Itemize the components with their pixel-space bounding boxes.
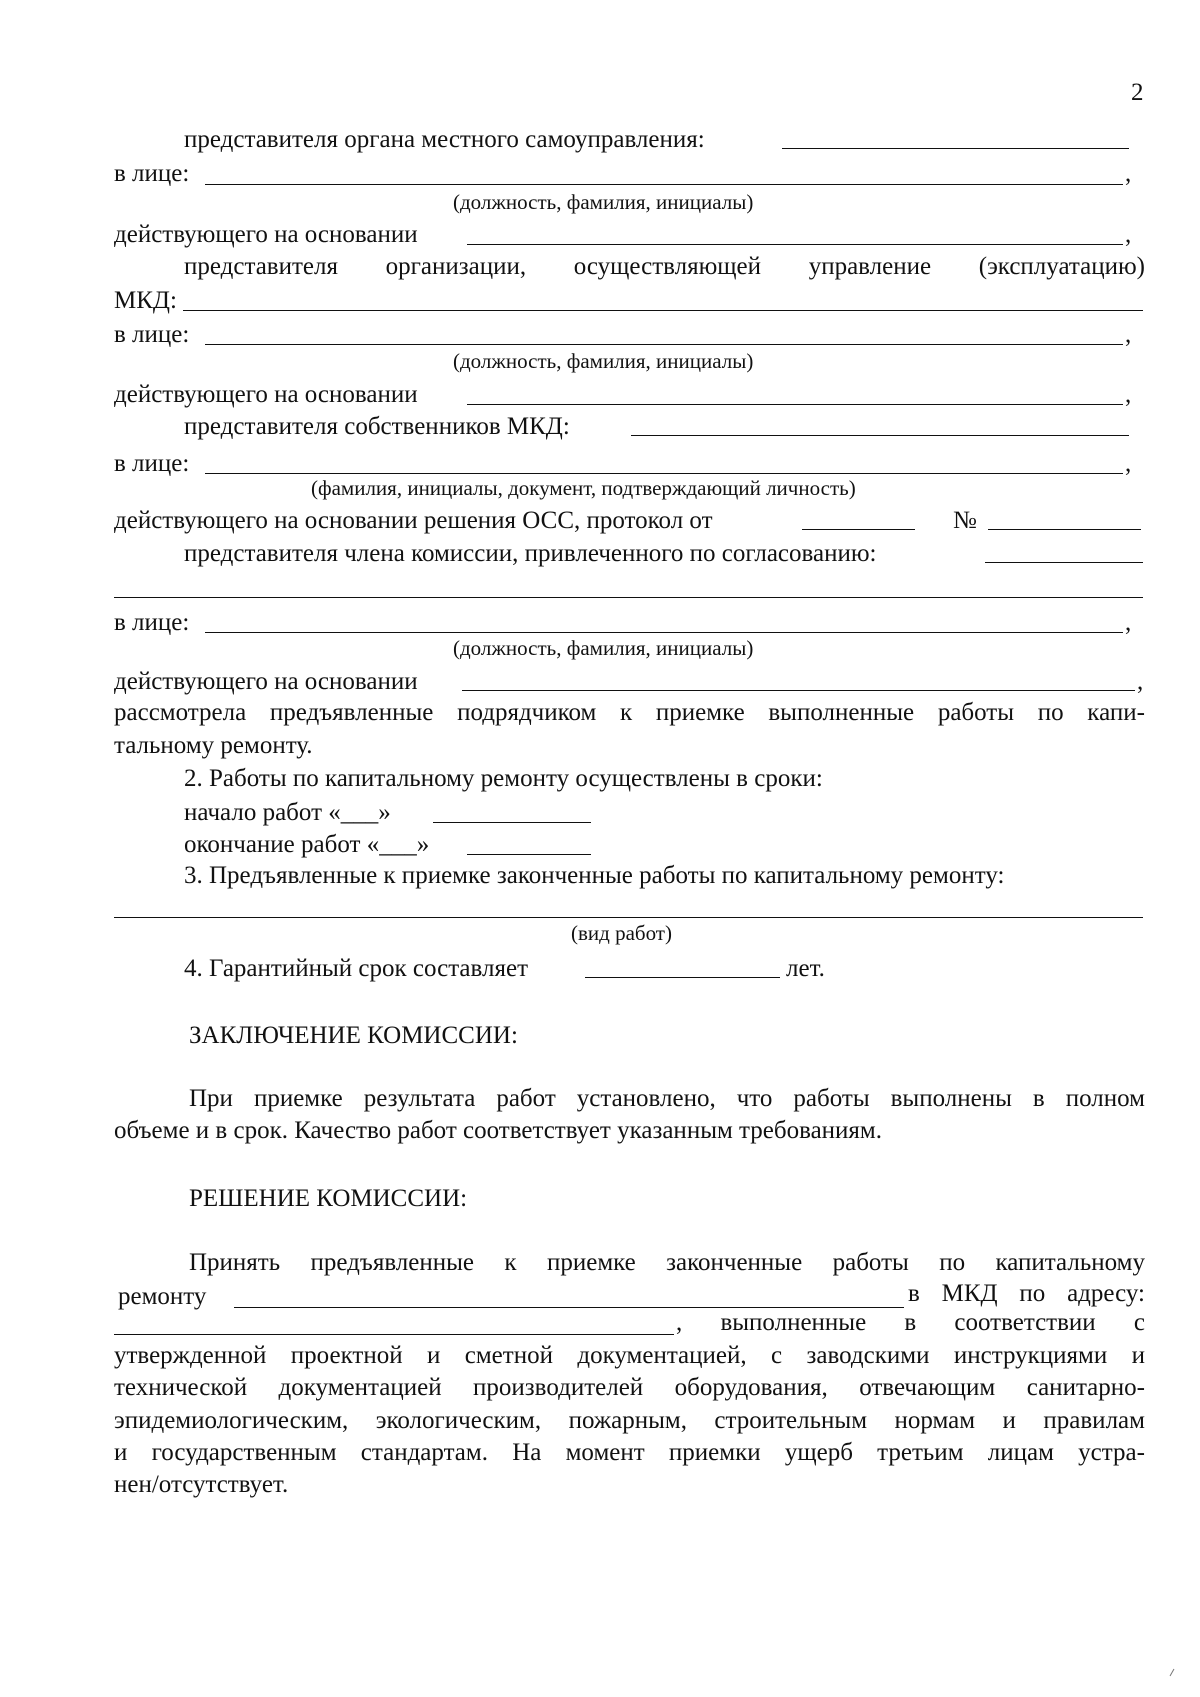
word: приемки (668, 1439, 761, 1466)
word: документацией, (577, 1342, 747, 1369)
line-local-government: представителя органа местного самоуправления: (184, 126, 705, 153)
word: МКД (941, 1280, 998, 1307)
conclusion-line-1 (189, 1086, 1145, 1111)
word: в (908, 1280, 920, 1307)
word: к (504, 1249, 517, 1276)
word: строительным (714, 1407, 868, 1434)
word: в (904, 1309, 917, 1336)
label-repair: ремонту (118, 1283, 207, 1310)
line-commission-member: представителя члена комиссии, привлеченного по согласованию: (184, 540, 877, 567)
label-number-sign: № (953, 507, 977, 534)
label-acting-basis-1: действующего на основании (114, 221, 418, 248)
word: заводскими (806, 1342, 930, 1369)
caption-name-document: (фамилия, инициалы, документ, подтверждающий личность) (311, 476, 856, 500)
word: На (512, 1439, 542, 1466)
word: приемке (253, 1085, 343, 1112)
caption-works-type: (вид работ) (571, 921, 672, 945)
conclusion-line-2: объеме и в срок. Качество работ соответствует указанным требованиям. (114, 1117, 883, 1144)
word: устра- (1078, 1439, 1145, 1466)
word: предъявленные (269, 699, 434, 726)
word: работы (937, 699, 1015, 726)
word: отвечающим (859, 1374, 996, 1401)
label-end-date: окончание работ «___» (184, 831, 430, 858)
word: Принять (189, 1249, 281, 1276)
label-in-person-3: в лице: (114, 450, 190, 477)
word: санитарно- (1026, 1374, 1145, 1401)
item-2-dates: 2. Работы по капитальному ремонту осуществлены в сроки: (184, 765, 823, 792)
comma: , (1125, 321, 1132, 348)
page-number: 2 (1131, 79, 1144, 106)
blank-in-person-1 (205, 184, 1123, 185)
word: представителя (184, 253, 338, 280)
word: адресу: (1067, 1280, 1145, 1307)
word: результата (363, 1085, 476, 1112)
word: документацией (278, 1374, 442, 1401)
word: экологическим, (375, 1407, 542, 1434)
word: выполнены (890, 1085, 1012, 1112)
word: выполненные (768, 699, 915, 726)
blank-commission-member (985, 562, 1143, 563)
word: производителей (473, 1374, 644, 1401)
word: При (189, 1085, 233, 1112)
word: эпидемиологическим, (114, 1407, 349, 1434)
word: сметной (464, 1342, 553, 1369)
blank-acting-basis-1 (467, 244, 1123, 245)
label-oss-protocol: действующего на основании решения ОСС, протокол от (114, 507, 713, 534)
word: момент (565, 1439, 645, 1466)
blank-in-person-3 (205, 473, 1123, 474)
word: соответствии (954, 1309, 1096, 1336)
blank-in-person-4 (205, 632, 1123, 633)
caption-position-name-3: (должность, фамилия, инициалы) (453, 636, 754, 660)
blank-works-type (114, 917, 1143, 918)
word: полном (1065, 1085, 1145, 1112)
comma: , (1125, 450, 1132, 477)
comma: , (1137, 668, 1144, 695)
decision-line-6 (114, 1408, 1145, 1433)
label-start-date: начало работ «___» (184, 799, 391, 826)
caption-position-name-2: (должность, фамилия, инициалы) (453, 349, 754, 373)
word: по (939, 1249, 966, 1276)
label-years: лет. (786, 955, 825, 982)
caption-position-name-1: (должность, фамилия, инициалы) (453, 190, 754, 214)
word: в (1032, 1085, 1045, 1112)
scan-mark (1170, 1669, 1175, 1676)
line-reviewed-end: тальному ремонту. (114, 732, 313, 759)
blank-end-date (467, 854, 591, 855)
word: работы (793, 1085, 870, 1112)
blank-owners (631, 435, 1129, 436)
word: утвержденной (114, 1342, 267, 1369)
blank-in-person-2 (205, 344, 1123, 345)
blank-acting-basis-3 (462, 690, 1135, 691)
word: рассмотрела (114, 699, 247, 726)
word: (эксплуатацию) (978, 253, 1145, 280)
label-in-person-4: в лице: (114, 609, 190, 636)
word: государственным (151, 1439, 337, 1466)
blank-repair-type (234, 1307, 904, 1308)
word: и (114, 1439, 128, 1466)
comma: , (1125, 221, 1132, 248)
line-management-org (184, 254, 1145, 279)
comma: , (1125, 160, 1132, 187)
label-in-person-2: в лице: (114, 321, 190, 348)
word: и (1002, 1407, 1016, 1434)
comma: , (1125, 609, 1132, 636)
word: приемке (546, 1249, 636, 1276)
line-reviewed (114, 700, 1145, 725)
word: нормам (894, 1407, 976, 1434)
word: капитальному (995, 1249, 1145, 1276)
word: пожарным, (568, 1407, 687, 1434)
blank-protocol-date (802, 529, 915, 530)
word: с (771, 1342, 783, 1369)
word: и (426, 1342, 441, 1369)
word: приемке (655, 699, 745, 726)
word: управление (808, 253, 932, 280)
word: организации, (385, 253, 527, 280)
word: стандартам. (360, 1439, 488, 1466)
word: , (676, 1309, 683, 1336)
word: законченные (666, 1249, 803, 1276)
word: предъявленные (310, 1249, 475, 1276)
word: и (1131, 1342, 1145, 1369)
decision-line-5 (114, 1375, 1145, 1400)
heading-conclusion: ЗАКЛЮЧЕНИЕ КОМИССИИ: (189, 1022, 518, 1049)
item-4-warranty: 4. Гарантийный срок составляет (184, 955, 528, 982)
decision-line-4 (114, 1343, 1145, 1368)
decision-line-8: нен/отсутствует. (114, 1471, 289, 1498)
label-acting-basis-2: действующего на основании (114, 381, 418, 408)
item-3-works: 3. Предъявленные к приемке законченные работы по капитальному ремонту: (184, 862, 1005, 889)
comma: , (1125, 381, 1132, 408)
decision-line-7 (114, 1440, 1145, 1465)
word: технической (114, 1374, 248, 1401)
word: по (1037, 699, 1064, 726)
blank-protocol-number (988, 529, 1141, 530)
heading-decision: РЕШЕНИЕ КОМИССИИ: (189, 1185, 468, 1212)
word: правилам (1043, 1407, 1145, 1434)
decision-line-2-tail (908, 1281, 1145, 1306)
word: инструкциями (953, 1342, 1108, 1369)
word: проектной (290, 1342, 403, 1369)
word: выполненные (720, 1309, 867, 1336)
word: оборудования, (674, 1374, 828, 1401)
word: капи- (1087, 699, 1145, 726)
word: третьим (877, 1439, 964, 1466)
word: работы (832, 1249, 909, 1276)
blank-start-date (433, 822, 591, 823)
label-mkd: МКД: (114, 287, 177, 314)
blank-warranty-years (585, 977, 780, 978)
blank-address (114, 1334, 674, 1335)
word: с (1133, 1309, 1145, 1336)
word: что (736, 1085, 773, 1112)
label-in-person-1: в лице: (114, 160, 190, 187)
word: работ (496, 1085, 556, 1112)
word: к (620, 699, 633, 726)
blank-acting-basis-2 (467, 404, 1123, 405)
word: ущерб (784, 1439, 853, 1466)
word: лицам (987, 1439, 1054, 1466)
word: установлено, (576, 1085, 716, 1112)
label-acting-basis-3: действующего на основании (114, 668, 418, 695)
decision-line-3-tail (676, 1310, 1145, 1335)
word: подрядчиком (457, 699, 597, 726)
blank-commission-member-cont (114, 597, 1143, 598)
decision-line-1 (189, 1250, 1145, 1275)
blank-local-government (782, 148, 1129, 149)
blank-mkd (183, 310, 1143, 311)
word: по (1019, 1280, 1046, 1307)
word: осуществляющей (573, 253, 762, 280)
line-owners: представителя собственников МКД: (184, 413, 570, 440)
